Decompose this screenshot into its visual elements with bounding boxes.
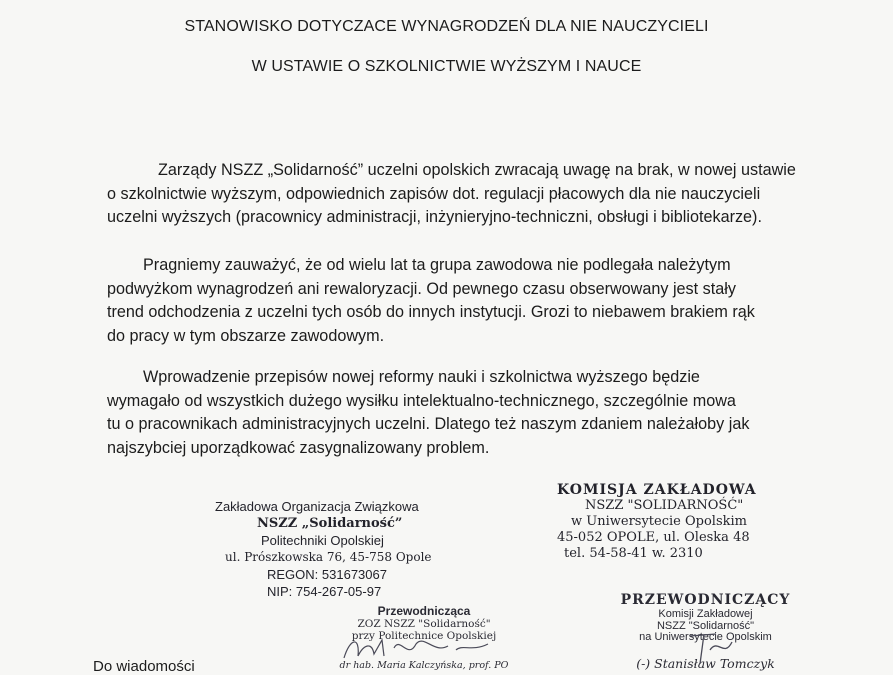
- stamp-left-line: NIP: 754-267-05-97: [267, 584, 382, 599]
- paragraph-line: do pracy w tym obszarze zawodowym.: [107, 326, 385, 345]
- handwritten-signature-left: [338, 630, 498, 666]
- stamp-left-line: ul. Prószkowska 76, 45-758 Opole: [225, 550, 432, 564]
- signature-right-name: (-) Stanisław Tomczyk: [636, 655, 775, 671]
- paragraph-line: o szkolnictwie wyższym, odpowiednich zapisów dot. regulacji płacowych dla nie nauczycieli: [107, 184, 761, 203]
- stamp-left-line: Politechniki Opolskiej: [261, 533, 384, 548]
- cc-label: Do wiadomości: [93, 658, 195, 675]
- stamp-left-line: NSZZ „Solidarność”: [257, 516, 403, 531]
- stamp-left-line: Zakładowa Organizacja Związkowa: [215, 499, 419, 514]
- signature-left-org: ZOZ NSZZ "Solidarność": [357, 618, 491, 630]
- paragraph-line: podwyżkom wynagrodzeń ani rewaloryzacji. Od pewnego czasu obserwowany jest stały: [107, 279, 736, 298]
- paragraph-1: [107, 159, 796, 230]
- paragraph-line: wymagało od wszystkich dużego wysiłku intelektualno-technicznego, szczególnie mowa: [107, 391, 736, 410]
- paragraph-line: trend odchodzenia z uczelni tych osób do innych instytucji. Grozi to niebawem brakiem rąk: [107, 303, 755, 321]
- document-title-line-1: STANOWISKO DOTYCZACE WYNAGRODZEŃ DLA NIE NAUCZYCIELI: [184, 18, 709, 35]
- signature-left-role: Przewodnicząca: [377, 604, 471, 618]
- stamp-left: [215, 498, 432, 600]
- stamp-right-line: KOMISJA ZAKŁADOWA: [557, 482, 757, 498]
- stamp-right-line: 45-052 OPOLE, ul. Oleska 48: [557, 530, 750, 545]
- paragraph-line: Zarządy NSZZ „Solidarność” uczelni opolskich zwracają uwagę na brak, w nowej ustawie: [158, 161, 796, 179]
- stamp-right-line: w Uniwersytecie Opolskim: [571, 514, 747, 529]
- paragraph-3: [107, 366, 750, 460]
- paragraph-line: najszybciej uporządkować zasygnalizowany problem.: [107, 438, 490, 457]
- signature-right-org: na Uniwersytecie Opolskim: [639, 631, 772, 643]
- paragraph-line: uczelni wyższych (pracownicy administracji, inżynieryjno-techniczni, obsługi i bibliotekarze).: [107, 208, 762, 226]
- handwritten-signature-right: [680, 628, 740, 668]
- signature-right-org: NSZZ "Solidarność": [656, 619, 755, 632]
- signature-right-org: Komisji Zakładowej: [658, 608, 753, 620]
- document-title-line-2: W USTAWIE O SZKOLNICTWIE WYŻSZYM I NAUCE: [251, 58, 642, 75]
- signature-right-role: PRZEWODNICZĄCY: [620, 592, 791, 608]
- paragraph-line: tu o pracownikach administracyjnych uczelni. Dlatego też naszym zdaniem należałoby jak: [107, 415, 750, 433]
- stamp-right-line: tel. 54-58-41 w. 2310: [564, 546, 703, 561]
- signature-left-org: przy Politechnice Opolskiej: [351, 630, 497, 642]
- stamp-right: [557, 482, 757, 562]
- paragraph-line: Wprowadzenie przepisów nowej reformy nauki i szkolnictwa wyższego będzie: [143, 368, 700, 386]
- paragraph-2: [107, 254, 755, 348]
- signature-left-name: dr hab. Maria Kalczyńska, prof. PO: [339, 660, 509, 671]
- stamp-right-line: NSZZ "SOLIDARNOŚĆ": [585, 498, 744, 513]
- stamp-left-line: REGON: 531673067: [267, 567, 387, 582]
- paragraph-line: Pragniemy zauważyć, że od wielu lat ta grupa zawodowa nie podlegała należytym: [143, 256, 731, 274]
